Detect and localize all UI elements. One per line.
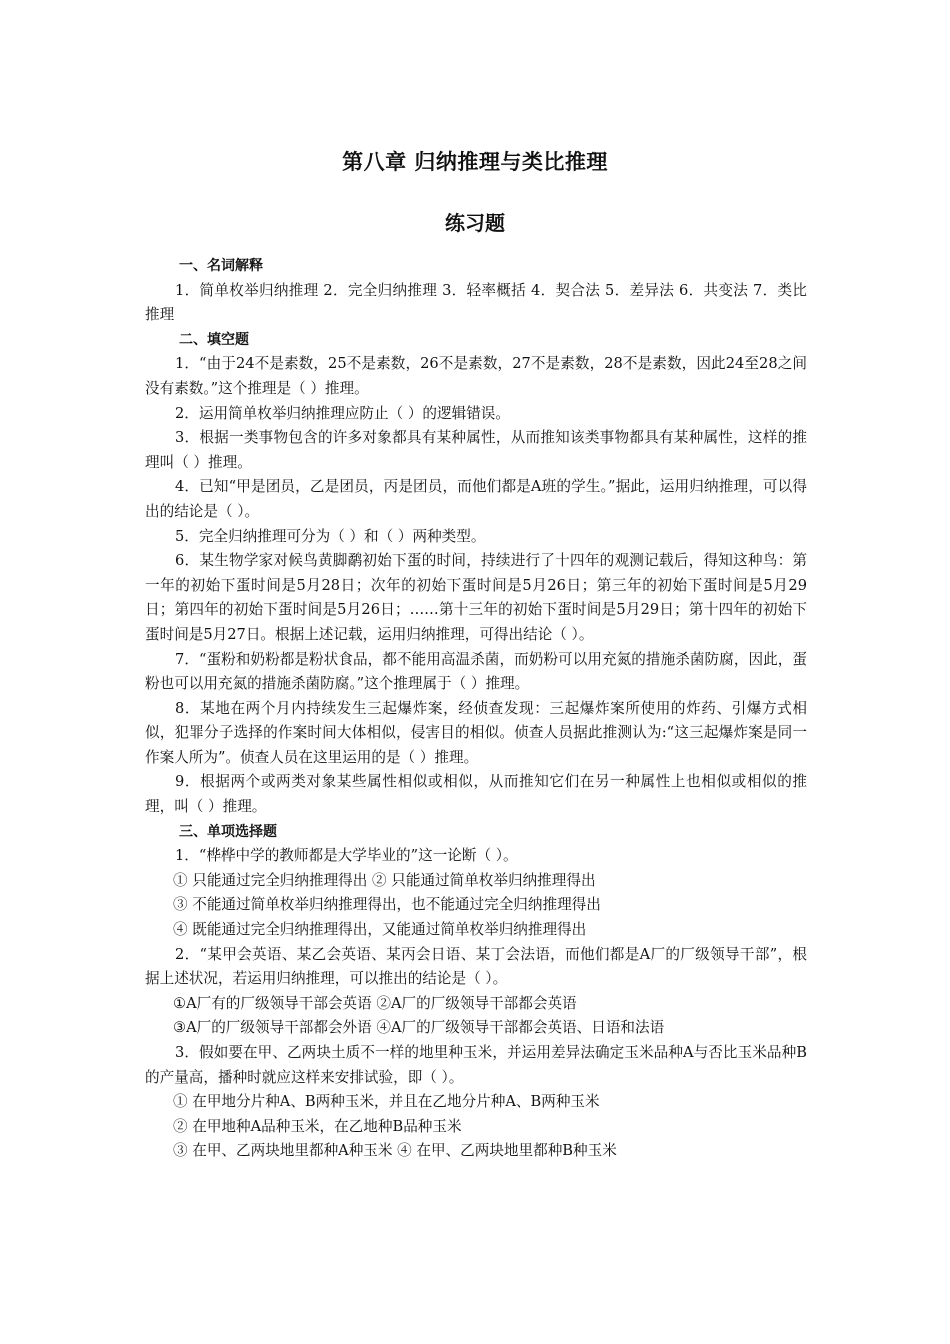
fill-blank-question: 6．某生物学家对候鸟黄脚鹬初始下蛋的时间，持续进行了十四年的观测记载后，得知这种鸟：第一年的初始下蛋时间是5月28日；次年的初始下蛋时间是5月26日；第三年的初始下蛋时间是5月29日；第四年的初始下蛋时间是5月26日；……第十三年的初始下蛋时间是5月29日；第十四年的初始下蛋时间是5月27日。根据上述记载，运用归纳推理，可得出结论（ ）。 <box>145 552 807 643</box>
fill-blank-question: 3．根据一类事物包含的许多对象都具有某种属性，从而推知该类事物都具有某种属性，这样的推理叫（ ）推理。 <box>145 429 807 471</box>
choice-question: 1．“桦桦中学的教师都是大学毕业的”这一论断（ ）。 <box>175 847 518 865</box>
fill-blank-question: 1．“由于24不是素数，25不是素数，26不是素数，27不是素数，28不是素数，因此24至28之间没有素数。”这个推理是（ ）推理。 <box>145 355 807 397</box>
chapter-title: 第八章 归纳推理与类比推理 <box>342 150 608 174</box>
fill-blank-question: 7．“蛋粉和奶粉都是粉状食品，都不能用高温杀菌，而奶粉可以用充氮的措施杀菌防腐，因此，蛋粉也可以用充氮的措施杀菌防腐。”这个推理属于（ ）推理。 <box>145 650 807 693</box>
document-body <box>145 254 807 1164</box>
choice-option: ③ 不能通过简单枚举归纳推理得出，也不能通过完全归纳推理得出 <box>173 896 601 914</box>
choice-question: 2．“某甲会英语、某乙会英语、某丙会日语、某丁会法语，而他们都是A厂的厂级领导干部”，根据上述状况，若运用归纳推理，可以推出的结论是（ ）。 <box>145 945 807 988</box>
fill-blank-question: 5．完全归纳推理可分为（ ）和（ ）两种类型。 <box>175 527 486 545</box>
fill-blank-question: 2．运用简单枚举归纳推理应防止（ ）的逻辑错误。 <box>175 404 510 422</box>
choice-option: ③ 在甲、乙两块地里都种A种玉米 ④ 在甲、乙两块地里都种B种玉米 <box>173 1142 617 1160</box>
choice-option: ② 在甲地种A品种玉米，在乙地种B品种玉米 <box>173 1117 462 1135</box>
section-heading-fill-blank: 二、填空题 <box>179 331 249 348</box>
subtitle: 练习题 <box>445 211 505 235</box>
section-heading-multiple-choice: 三、单项选择题 <box>179 823 277 840</box>
section-heading-definitions: 一、名词解释 <box>179 258 263 274</box>
choice-option: ③A厂的厂级领导干部都会外语 ④A厂的厂级领导干部都会英语、日语和法语 <box>173 1019 665 1037</box>
choice-option: ④ 既能通过完全归纳推理得出，又能通过简单枚举归纳推理得出 <box>173 921 587 939</box>
choice-option: ① 在甲地分片种A、B两种玉米，并且在乙地分片种A、B两种玉米 <box>173 1093 600 1111</box>
choice-option: ① 只能通过完全归纳推理得出 ② 只能通过简单枚举归纳推理得出 <box>173 871 596 889</box>
fill-blank-question: 9．根据两个或两类对象某些属性相似或相似，从而推知它们在另一种属性上也相似或相似的推理，叫（ ）推理。 <box>145 773 807 816</box>
choice-question: 3．假如要在甲、乙两块土质不一样的地里种玉米，并运用差异法确定玉米品种A与否比玉米品种B的产量高，播种时就应这样来安排试验，即（ ）。 <box>145 1044 807 1086</box>
fill-blank-question: 4．已知“甲是团员，乙是团员，丙是团员，而他们都是A班的学生。”据此，运用归纳推理，可以得出的结论是（ ）。 <box>145 478 807 520</box>
definitions-list: 1．简单枚举归纳推理 2．完全归纳推理 3．轻率概括 4．契合法 5．差异法 6．共变法 7．类比推理 <box>145 281 807 324</box>
choice-option: ①A厂有的厂级领导干部会英语 ②A厂的厂级领导干部都会英语 <box>173 994 577 1012</box>
fill-blank-question: 8．某地在两个月内持续发生三起爆炸案，经侦查发现：三起爆炸案所使用的炸药、引爆方式相似，犯罪分子选择的作案时间大体相似，侵害目的相似。侦查人员据此推测认为:“这三起爆炸案是同一作案人所为”。侦查人员在这里运用的是（ ）推理。 <box>145 699 807 766</box>
